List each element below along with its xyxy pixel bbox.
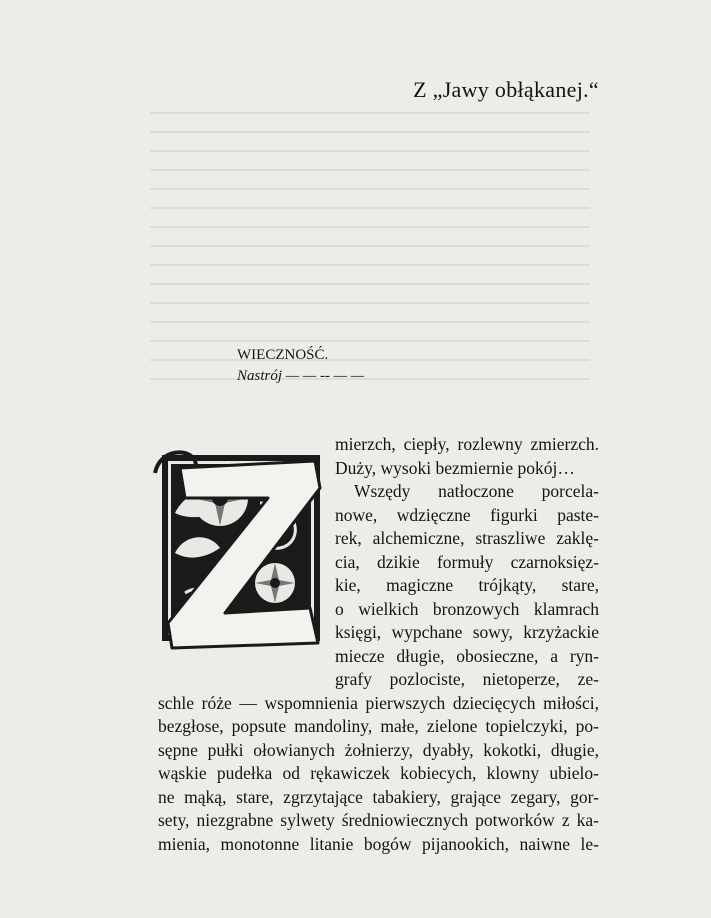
text-line: grafy pozlociste, nietoperze, ze- bbox=[335, 669, 599, 689]
bleed-through-texture bbox=[150, 95, 590, 395]
text-line: miecze długie, obosieczne, a ryn- bbox=[335, 645, 599, 666]
section-mood: Nastrój — — -- — — bbox=[237, 368, 365, 384]
text-line: Duży, wysoki bezmiernie pokój… bbox=[335, 457, 575, 478]
initial-letter-text: Z bbox=[150, 443, 151, 444]
text-line: rek, alchemiczne, straszliwe zaklę- bbox=[335, 528, 599, 548]
text-line: bezgłose, popsute mandoliny, małe, zielone topielczyki, po- bbox=[158, 716, 599, 736]
text-line: mienia, monotonne litanie bogów pijanookich, naiwne le- bbox=[158, 833, 599, 854]
section-heading bbox=[237, 345, 364, 387]
text-line: nowe, wdzięczne figurki paste- bbox=[335, 504, 599, 525]
text-line: księgi, wypchane sowy, krzyżackie bbox=[335, 622, 599, 642]
text-line: ne mąką, stare, zgrzytające tabakiery, grające zegary, gor- bbox=[158, 786, 599, 807]
text-line: mierzch, ciepły, rozlewny zmierzch. bbox=[335, 434, 599, 454]
running-header: Z „Jawy obłąkanej.“ bbox=[413, 77, 599, 102]
text-line: wąskie pudełka od rękawiczek kobiecych, klowny ubielo- bbox=[158, 763, 599, 783]
text-line: sępne pułki ołowianych żołnierzy, dyabły, kokotki, długie, bbox=[158, 739, 599, 760]
text-line: schle róże — wspomnienia pierwszych dziecięcych miłości, bbox=[158, 692, 599, 713]
text-line: cia, dzikie formuły czarnoksięz- bbox=[335, 551, 599, 572]
text-line: o wielkich bronzowych klamrach bbox=[335, 598, 599, 619]
text-line: kie, magiczne trójkąty, stare, bbox=[335, 575, 599, 595]
text-line: sety, niezgrabne sylwety średniowiecznych potworków z ka- bbox=[158, 810, 599, 830]
text-line: Wszędy natłoczone porcela- bbox=[354, 481, 599, 501]
body-paragraph bbox=[158, 433, 599, 856]
section-title: WIECZNOŚĆ. bbox=[237, 347, 329, 363]
